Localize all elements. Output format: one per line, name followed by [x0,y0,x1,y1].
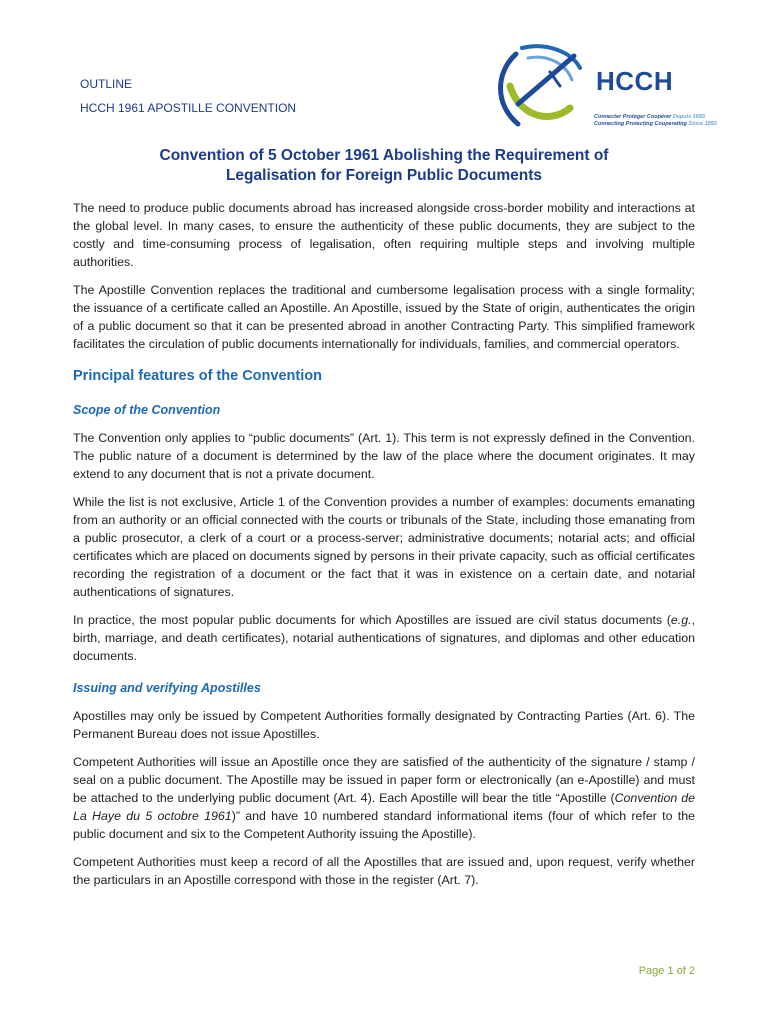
subsection-heading-scope: Scope of the Convention [73,403,221,417]
document-title [100,146,668,186]
text-run-italic: Convention de La Haye du 5 octobre 1961 [73,791,695,823]
outline-label: OUTLINE [80,77,133,91]
issuing-paragraph: Apostilles may only be issued by Competent Authorities formally designated by Contracting Parties (Art. 6). The Permanent Bureau does not issue Apostilles. [73,709,695,741]
intro-paragraph: The need to produce public documents abroad has increased alongside cross-border mobility and interactions at the global level. In many cases, to ensure the authenticity of these public documents, they are subject to the costly and time-consuming process of legalisation, often requiring multiple steps and involving multiple authorities. [73,201,695,269]
logo-tagline-fr [594,114,705,120]
tagline-en-text: Connecting Protecting Cooperating [594,121,687,127]
logo-tagline-en [594,121,717,127]
tagline-en-since: Since 1893 [688,121,717,127]
subsection-heading-issuing: Issuing and verifying Apostilles [73,681,261,695]
document-subject: HCCH 1961 APOSTILLE CONVENTION [80,101,297,115]
intro-paragraph: The Apostille Convention replaces the traditional and cumbersome legalisation process with a single formality; the issuance of a certificate called an Apostille. An Apostille, issued by the State of origin, authenticates the origin of a public document so that it can be presented abroad in another Contracting Party. This simplified framework facilitates the circulation of public documents internationally for individuals, families, and commercial operators. [73,283,695,351]
document-header [80,72,296,120]
hcch-logo [488,42,717,132]
text-run: , birth, marriage, and death certificates), notarial authentications of signatures, and diplomas and other education documents. [73,613,695,663]
globe-swoosh-icon [488,42,598,132]
scope-paragraph: While the list is not exclusive, Article 1 of the Convention provides a number of examples: documents emanating from an authority or an official connected with the courts or tribunals of the State, including those emanating from a public prosecutor, a clerk of a court or a process-server; administrative documents; notarial acts; and official certificates which are placed on documents signed by persons in their private capacity, such as official certificates recording the registration of a document or the fact that it was in existence on a certain date, and notarial authentications of signatures. [73,495,695,599]
page-number: Page 1 of 2 [638,965,695,977]
text-run-italic: e.g. [670,613,692,627]
title-line-2: Legalisation for Foreign Public Documents [225,167,543,184]
issuing-paragraph [73,753,695,843]
scope-paragraph [73,611,695,665]
tagline-fr-since: Depuis 1893 [672,114,705,120]
document-body [73,199,695,899]
title-line-1: Convention of 5 October 1961 Abolishing the Requirement of [159,147,609,164]
scope-paragraph: The Convention only applies to “public documents” (Art. 1). This term is not expressly defined in the Convention. The public nature of a document is determined by the law of the place where the document originates. It may extend to any document that is not a private document. [73,431,695,481]
text-run: Competent Authorities will issue an Apostille once they are satisfied of the authenticity of the signature / stamp / seal on a public document. The Apostille may be issued in paper form or electronically (an e-Apostille) and must be attached to the underlying public document (Art. 4). Each Apostille will bear the title “Apostille ( [73,755,695,805]
section-heading: Principal features of the Convention [73,368,322,384]
logo-wordmark: HCCH [596,66,674,96]
tagline-fr-text: Connecter Protéger Coopérer [594,114,672,120]
issuing-paragraph: Competent Authorities must keep a record of all the Apostilles that are issued and, upon request, verify whether the particulars in an Apostille correspond with those in the register (Art. 7). [73,855,695,887]
text-run: In practice, the most popular public documents for which Apostilles are issued are civil status documents ( [73,613,671,627]
text-run: )” and have 10 numbered standard informational items (four of which refer to the public document and six to the Competent Authority issuing the Apostille). [73,809,695,841]
